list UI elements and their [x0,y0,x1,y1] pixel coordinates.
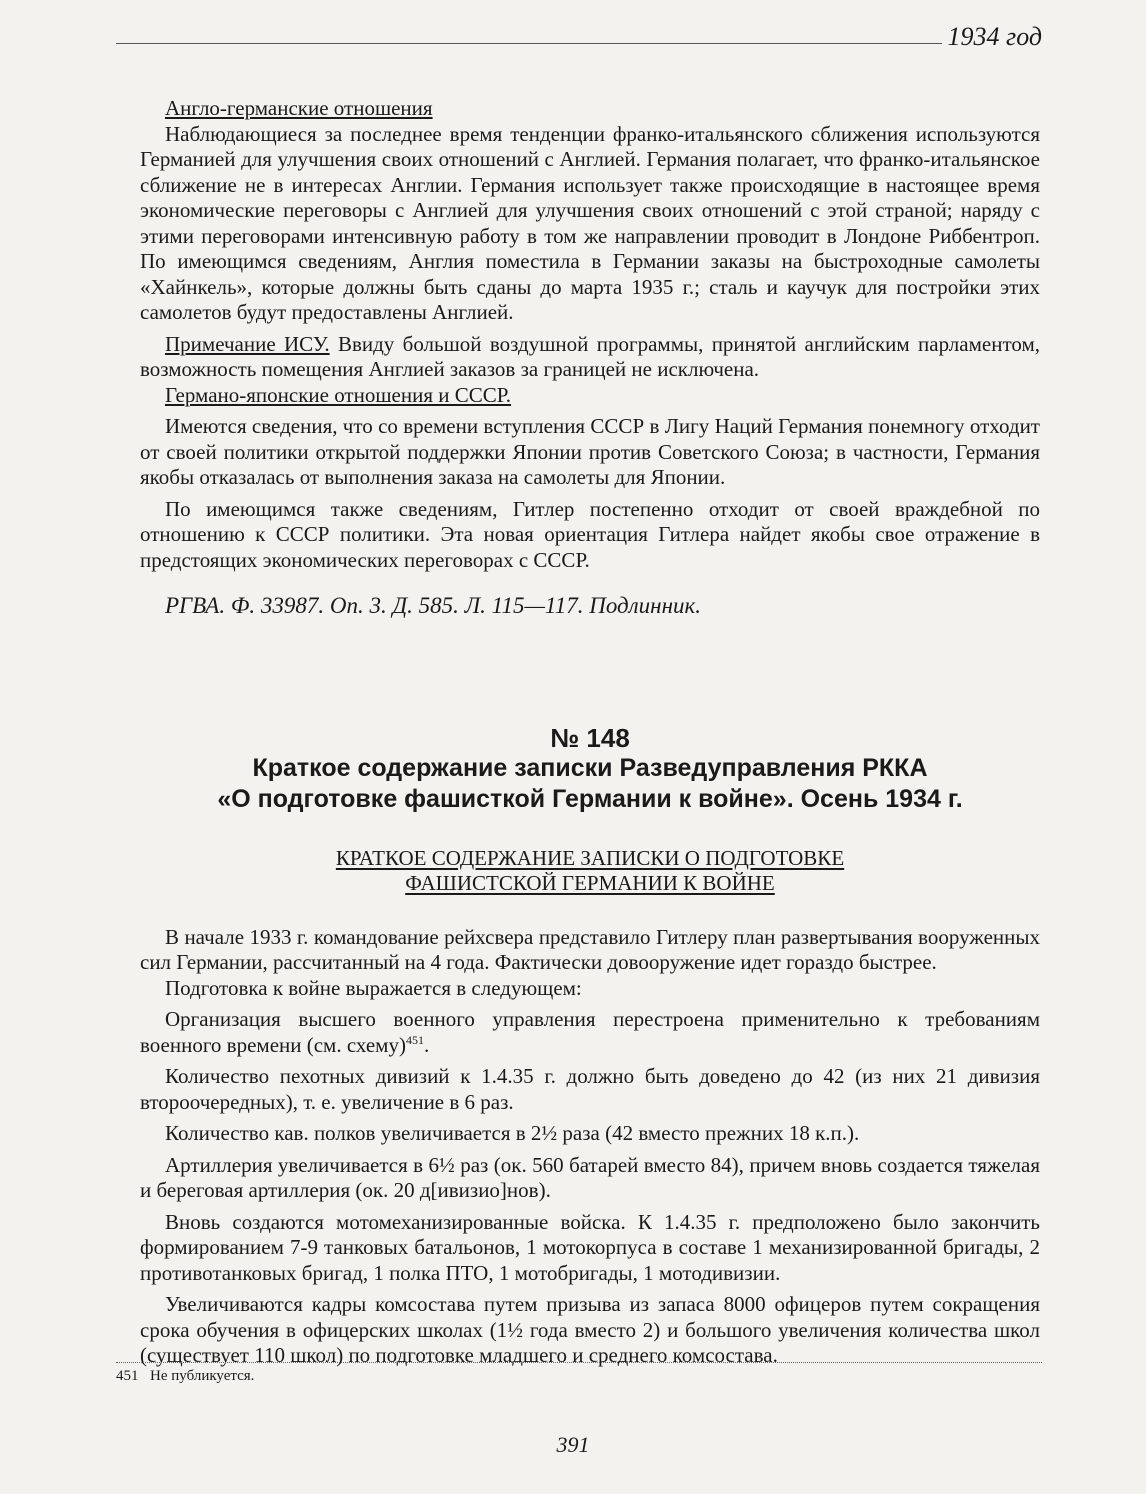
footnote-text: Не публикуется. [150,1368,255,1384]
paragraph-german-japanese-1: Имеются сведения, что со времени вступления СССР в Лигу Наций Германия понемногу отходит от своей политики открытой поддержки Японии против Советского Союза; в частности, Германия якобы отказалась от выполнения заказа на самолеты для Японии. [140,414,1040,489]
paragraph-isu-note [140,332,1040,383]
section-heading-anglo-german: Англо-германские отношения [165,96,433,120]
paragraph-anglo-german: Наблюдающиеся за последнее время тенденции франко-итальянского сближения используются Германией для улучшения своих отношений с Англией. Германия полагает, что франко-итальянское сближение не в интересах Англии. Германия использует также происходящие в настоящее время экономические переговоры с Англией для улучшения своих отношений с этой страной; наряду с этими переговорами интенсивную работу в том же направлении проводит в Лондоне Риббентроп. По имеющимся сведениям, Англия поместила в Германии заказы на быстроходные самолеты «Хайнкель», которые должны быть сданы до марта 1935 г.; сталь и каучук для постройки этих самолетов будут предоставлены Англией. [140,121,1040,324]
document-title-line-2: «О подготовке фашисткой Германии к войне». Осень 1934 г. [217,784,963,813]
document-title-line-1: Краткое содержание записки Разведуправления РККА [252,753,928,782]
body-text [140,96,1040,1369]
summary-paragraph-1: В начале 1933 г. командование рейхсвера представило Гитлеру план развертывания вооруженных сил Германии, рассчитанный на 4 года. Фактически довооружение идет гораздо быстрее. [140,924,1040,974]
paragraph-german-japanese-2: По имеющимся также сведениям, Гитлер постепенно отходит от своей враждебной по отношению к СССР политики. Эта новая ориентация Гитлера найдет якобы свое отражение в предстоящих экономических переговорах с СССР. [140,496,1040,572]
summary-paragraph-6: Артиллерия увеличивается в 6½ раз (ок. 560 батарей вместо 84), причем вновь создается тяжелая и береговая артиллерия (ок. 20 д[ивизио]нов). [140,1152,1040,1202]
summary-paragraph-4: Количество пехотных дивизий к 1.4.35 г. должно быть доведено до 42 (из них 21 дивизия второочередных), т. е. увеличение в 6 раз. [140,1064,1040,1114]
footnote-rule [116,1362,1042,1363]
summary-paragraph-5: Количество кав. полков увеличивается в 2½ раза (42 вместо прежних 18 к.п.). [165,1121,860,1145]
archive-source: РГВА. Ф. 33987. Оп. 3. Д. 585. Л. 115—117. Подлинник. [165,593,702,618]
document-number: № 148 [550,722,630,753]
page-number: 391 [556,1432,590,1457]
summary-paragraph-3 [140,1007,1040,1058]
summary-title [140,846,1040,896]
summary-title-line-2: ФАШИСТСКОЙ ГЕРМАНИИ К ВОЙНЕ [405,870,775,895]
header-rule [116,43,942,44]
footnote [116,1366,254,1386]
section-heading-german-japanese: Германо-японские отношения и СССР. [165,382,512,407]
summary-paragraph-3-text: Организация высшего военного управления перестроена применительно к требованиям военного времени (см. схему) [140,1007,1040,1057]
running-header [116,20,1042,54]
summary-title-line-1: КРАТКОЕ СОДЕРЖАНИЕ ЗАПИСКИ О ПОДГОТОВКЕ [335,845,845,870]
footnote-number: 451 [116,1368,139,1384]
summary-paragraph-8: Увеличиваются кадры комсостава путем призыва из запаса 8000 офицеров путем сокращения срока обучения в офицерских школах (1½ года вместо 2) и большого увеличения количества школ (существует 110 школ) по подготовке младшего и среднего комсостава. [140,1292,1040,1367]
summary-paragraph-2: Подготовка к войне выражается в следующем: [165,975,582,1000]
footnote-reference[interactable]: 451 [405,1032,424,1047]
isu-note-text: Ввиду большой воздушной программы, принятой английским парламентом, возможность помещения Англией заказов за границей не исключена. [140,331,1040,381]
summary-paragraph-3-end: . [423,1032,430,1057]
summary-paragraph-7: Вновь создаются мотомеханизированные войска. К 1.4.35 г. предположено было закончить формированием 7-9 танковых батальонов, 1 мотокорпуса в составе 1 механизированной бригады, 2 противотанковых бригад, 1 полка ПТО, 1 мотобригады, 1 мотодивизии. [140,1209,1040,1285]
header-year: 1934 год [947,22,1042,51]
isu-note-label: Примечание ИСУ. [165,331,330,356]
